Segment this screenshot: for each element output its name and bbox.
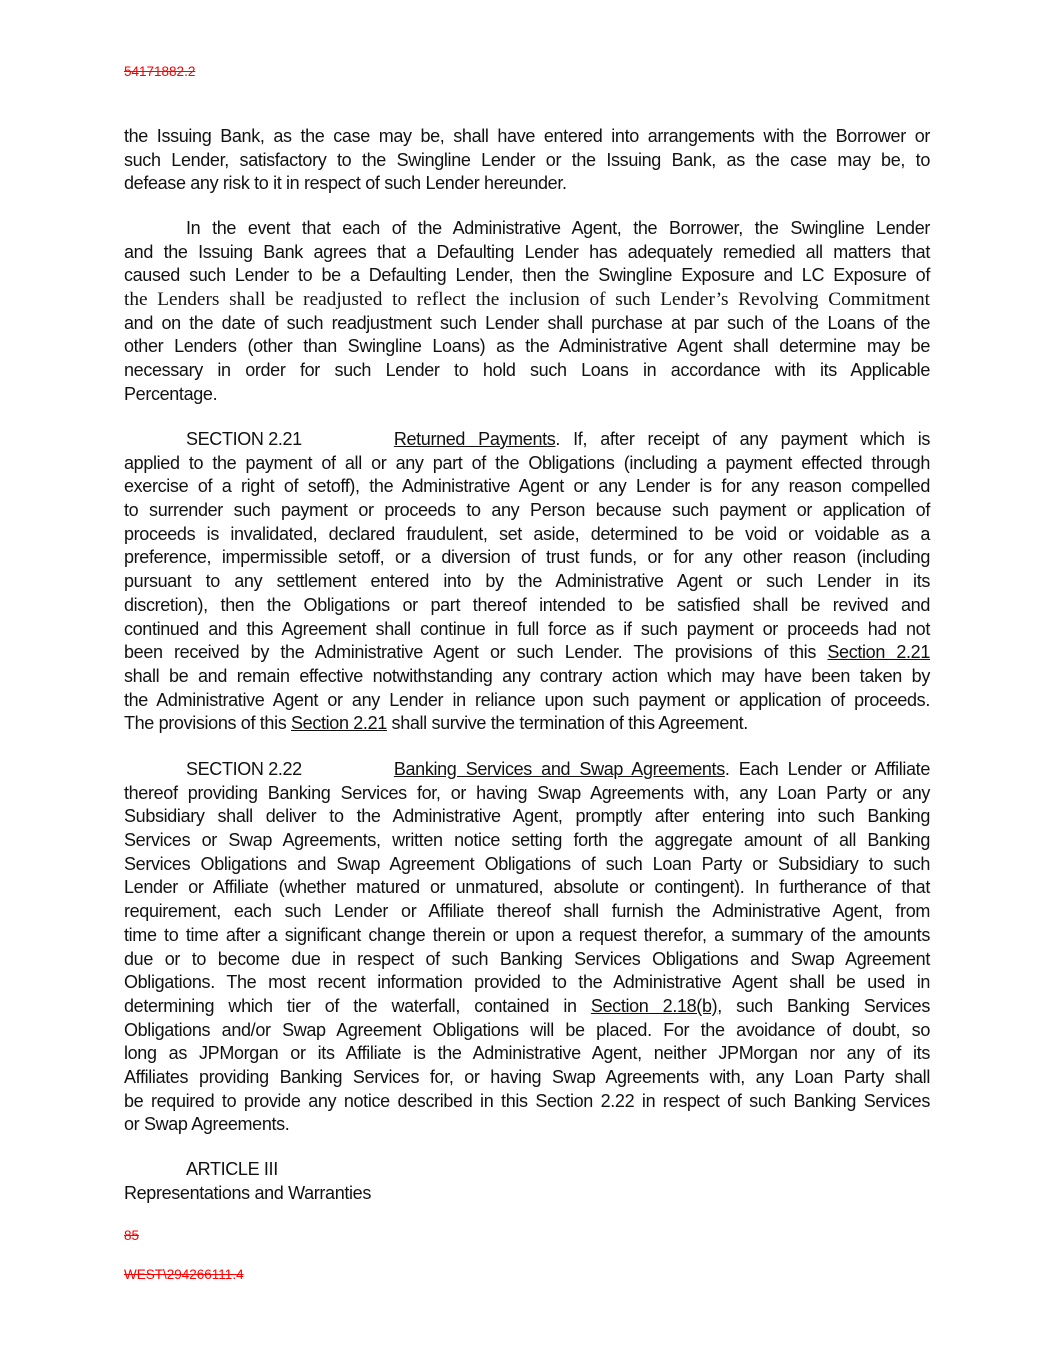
text-line	[124, 641, 930, 665]
text-line: pursuant to any settlement entered into by the Administrative Agent or such Lender in its	[124, 571, 930, 592]
paragraph-defaulting-lender	[124, 217, 930, 407]
text-fragment: . Each Lender or Affiliate	[724, 759, 930, 779]
text-line: or Swap Agreements.	[124, 1114, 290, 1135]
text-line: requirement, each such Lender or Affiliate thereof shall furnish the Administrative Agent, from	[124, 901, 930, 922]
text-fragment: The provisions of this	[124, 713, 292, 734]
footer-page-number: 85	[124, 1228, 140, 1243]
text-line: the Issuing Bank, as the case may be, shall have entered into arrangements with the Borrower or	[124, 126, 930, 146]
text-line: and on the date of such readjustment such Lender shall purchase at par such of the Loans of the	[124, 312, 930, 333]
section-reference-link[interactable]: Section 2.21	[827, 642, 931, 663]
text-fragment: been received by the Administrative Agent or such Lender. The provisions of this	[124, 642, 816, 663]
text-line: exercise of a right of setoff), the Administrative Agent or any Lender is for any reason compelled	[124, 476, 930, 497]
text-line: other Lenders (other than Swingline Loans) as the Administrative Agent shall determine may be	[124, 336, 930, 357]
article-number: ARTICLE III	[186, 1159, 278, 1179]
section-title: Banking Services and Swap Agreements	[393, 759, 725, 779]
text-line: to surrender such payment or proceeds to any Person because such payment or application of	[124, 500, 930, 521]
text-line	[124, 712, 930, 736]
text-line: Obligations. The most recent information provided to the Administrative Agent shall be used in	[124, 972, 930, 993]
text-line: defease any risk to it in respect of such Lender hereunder.	[124, 173, 567, 194]
text-line: time to time after a significant change therein or upon a request therefor, a summary of the amounts	[124, 924, 930, 945]
text-line: preference, impermissible setoff, or a diversion of trust funds, or for any other reason (including	[124, 547, 930, 568]
section-title: Returned Payments	[393, 429, 556, 449]
text-line: discretion), then the Obligations or part thereof intended to be satisfied shall be revived and	[124, 594, 930, 615]
text-line: long as JPMorgan or its Affiliate is the Administrative Agent, neither JPMorgan nor any of its	[124, 1043, 930, 1064]
section-number: SECTION 2.22	[186, 759, 302, 779]
text-line: necessary in order for such Lender to hold such Loans in accordance with its Applicable	[124, 360, 930, 381]
text-line: thereof providing Banking Services for, or having Swap Agreements with, any Loan Party or any	[124, 782, 930, 803]
text-line	[124, 995, 930, 1019]
text-line: In the event that each of the Administrative Agent, the Borrower, the Swingline Lender	[186, 218, 930, 238]
section-2-22	[124, 758, 930, 1137]
text-line: continued and this Agreement shall continue in full force as if such payment or proceeds had not	[124, 618, 930, 639]
section-reference-link[interactable]: Section 2.18(b)	[590, 995, 718, 1016]
footer-doc-ref: WEST\294266111.4	[124, 1267, 244, 1282]
text-line: such Lender, satisfactory to the Swingline Lender or the Issuing Bank, as the case may be, to	[124, 149, 930, 170]
section-number: SECTION 2.21	[186, 429, 302, 449]
text-fragment: determining which tier of the waterfall, contained in	[124, 995, 591, 1016]
article-title: Representations and Warranties	[124, 1183, 371, 1203]
text-line: Obligations and/or Swap Agreement Obligations will be placed. For the avoidance of doubt, so	[124, 1019, 930, 1040]
text-line: caused such Lender to be a Defaulting Lender, then the Swingline Exposure and LC Exposure of	[124, 265, 930, 286]
text-line: Affiliates providing Banking Services for, or having Swap Agreements with, any Loan Party shall	[124, 1066, 930, 1087]
text-line: Services or Swap Agreements, written notice setting forth the aggregate amount of all Banking	[124, 830, 930, 851]
text-line: and the Issuing Bank agrees that a Defaulting Lender has adequately remedied all matters that	[124, 241, 930, 262]
text-fragment: . If, after receipt of any payment which is	[555, 429, 930, 449]
section-heading-line	[124, 428, 930, 452]
text-fragment: , such Banking Services	[717, 995, 930, 1016]
text-line: be required to provide any notice described in this Section 2.22 in respect of such Banking Services	[124, 1090, 930, 1111]
text-fragment: shall survive the termination of this Agreement.	[386, 713, 748, 734]
section-heading-line	[124, 758, 930, 782]
text-line: Percentage.	[124, 383, 218, 404]
text-line: proceeds is invalidated, declared fraudulent, set aside, determined to be void or voidable as a	[124, 523, 930, 544]
header-doc-id: 54171882.2	[124, 64, 196, 79]
text-line: due or to become due in respect of such Banking Services Obligations and Swap Agreement	[124, 948, 930, 969]
section-2-21	[124, 428, 930, 736]
text-line: Lender or Affiliate (whether matured or unmatured, absolute or contingent). In furtherance of that	[124, 877, 930, 898]
text-line: Services Obligations and Swap Agreement Obligations of such Loan Party or Subsidiary to such	[124, 853, 930, 874]
text-line: the Administrative Agent or any Lender in reliance upon such payment or application of proceeds.	[124, 689, 930, 710]
text-line: Subsidiary shall deliver to the Administrative Agent, promptly after entering into such Banking	[124, 806, 930, 827]
paragraph-continuation	[124, 125, 930, 196]
section-reference-link[interactable]: Section 2.21	[291, 713, 387, 734]
text-line: shall be and remain effective notwithstanding any contrary action which may have been taken by	[124, 665, 930, 686]
text-line: applied to the payment of all or any part of the Obligations (including a payment effected through	[124, 452, 930, 473]
text-line: the Lenders shall be readjusted to reflect the inclusion of such Lender’s Revolving Commitment	[124, 289, 930, 311]
